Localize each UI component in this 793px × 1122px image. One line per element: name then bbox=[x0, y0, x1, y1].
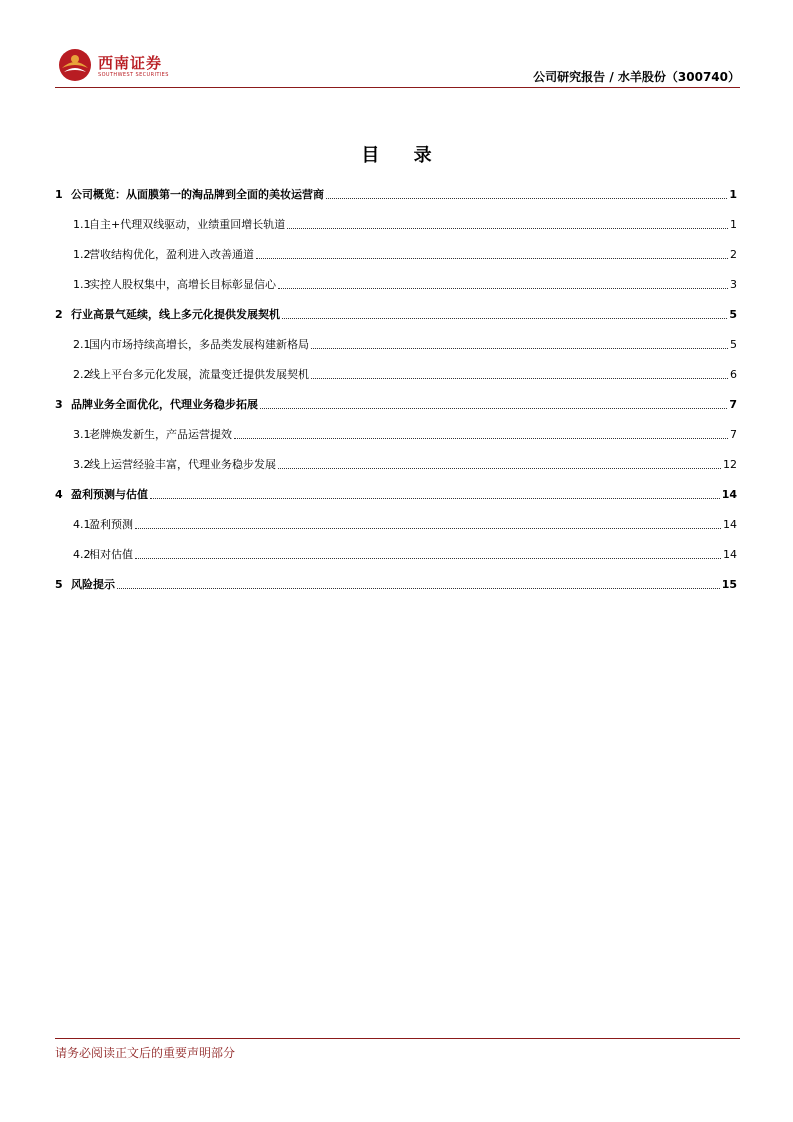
toc-section-link[interactable] bbox=[55, 422, 737, 442]
toc-entry-number: 5 bbox=[55, 578, 63, 591]
toc-heading: 目 录 bbox=[361, 145, 446, 166]
toc-entry-title: 线上平台多元化发展，流量变迁提供发展契机 bbox=[89, 368, 309, 381]
toc-section-link[interactable] bbox=[55, 212, 737, 232]
toc-page-number: 14 bbox=[723, 518, 737, 531]
logo-chinese-text: 西南证券 bbox=[98, 54, 163, 72]
toc-entry-number: 1.3 bbox=[73, 278, 91, 291]
toc-entry-title: 国内市场持续高增长，多品类发展构建新格局 bbox=[89, 338, 309, 351]
toc-section-link[interactable] bbox=[55, 332, 737, 352]
toc-entry-title: 品牌业务全面优化，代理业务稳步拓展 bbox=[71, 398, 258, 411]
header-divider bbox=[55, 87, 740, 88]
toc-page-number: 14 bbox=[721, 488, 737, 501]
toc-page-number: 12 bbox=[723, 458, 737, 471]
toc-entry-title: 盈利预测 bbox=[89, 518, 133, 531]
toc-chapter-link[interactable] bbox=[55, 302, 737, 322]
toc-page-number: 5 bbox=[729, 308, 737, 321]
toc-page-number: 5 bbox=[730, 338, 737, 351]
logo-emblem-icon bbox=[58, 48, 92, 82]
toc-entry-number: 2.2 bbox=[73, 368, 91, 381]
toc-dot-leader bbox=[282, 317, 727, 319]
toc-entry-title: 实控人股权集中，高增长目标彰显信心 bbox=[89, 278, 276, 291]
toc-dot-leader bbox=[117, 587, 720, 589]
toc-dot-leader bbox=[135, 527, 721, 529]
toc-entry-number: 1.2 bbox=[73, 248, 91, 261]
toc-dot-leader bbox=[256, 257, 728, 259]
toc-section-link[interactable] bbox=[55, 362, 737, 382]
toc-entry-number: 3.2 bbox=[73, 458, 91, 471]
toc-entry-number: 4.1 bbox=[73, 518, 91, 531]
toc-entry-number: 3 bbox=[55, 398, 63, 411]
toc-section-link[interactable] bbox=[55, 512, 737, 532]
toc-entry-title: 线上运营经验丰富，代理业务稳步发展 bbox=[89, 458, 276, 471]
toc-entry-number: 2 bbox=[55, 308, 63, 321]
toc-section-link[interactable] bbox=[55, 272, 737, 292]
toc-dot-leader bbox=[311, 347, 728, 349]
toc-dot-leader bbox=[326, 197, 727, 199]
toc-section-link[interactable] bbox=[55, 452, 737, 472]
toc-section-link[interactable] bbox=[55, 242, 737, 262]
toc-dot-leader bbox=[150, 497, 720, 499]
footer-disclaimer: 请务必阅读正文后的重要声明部分 bbox=[55, 1046, 236, 1060]
toc-entry-title: 营收结构优化，盈利进入改善通道 bbox=[89, 248, 254, 261]
toc-dot-leader bbox=[260, 407, 727, 409]
toc-dot-leader bbox=[135, 557, 721, 559]
toc-dot-leader bbox=[278, 467, 721, 469]
toc-section-link[interactable] bbox=[55, 542, 737, 562]
toc-page-number: 6 bbox=[730, 368, 737, 381]
toc-dot-leader bbox=[234, 437, 728, 439]
toc-dot-leader bbox=[278, 287, 728, 289]
toc-entry-number: 1 bbox=[55, 188, 63, 201]
toc-entry-number: 3.1 bbox=[73, 428, 91, 441]
toc-page-number: 1 bbox=[729, 188, 737, 201]
toc-entry-number: 4.2 bbox=[73, 548, 91, 561]
toc-page-number: 14 bbox=[723, 548, 737, 561]
toc-chapter-link[interactable] bbox=[55, 482, 737, 502]
toc-page-number: 2 bbox=[730, 248, 737, 261]
toc-entry-title: 风险提示 bbox=[71, 578, 115, 591]
toc-dot-leader bbox=[311, 377, 728, 379]
toc-page-number: 7 bbox=[729, 398, 737, 411]
toc-page-number: 15 bbox=[721, 578, 737, 591]
toc-chapter-link[interactable] bbox=[55, 392, 737, 412]
toc-entry-title: 行业高景气延续，线上多元化提供发展契机 bbox=[71, 308, 280, 321]
toc-entry-title: 公司概览：从面膜第一的淘品牌到全面的美妆运营商 bbox=[71, 188, 324, 201]
report-title: 公司研究报告 / 水羊股份（300740） bbox=[533, 70, 740, 84]
toc-chapter-link[interactable] bbox=[55, 182, 737, 202]
toc-entry-number: 4 bbox=[55, 488, 63, 501]
toc-entry-number: 1.1 bbox=[73, 218, 91, 231]
toc-page-number: 1 bbox=[730, 218, 737, 231]
toc-entry-title: 自主+代理双线驱动，业绩重回增长轨道 bbox=[89, 218, 286, 231]
page-header bbox=[55, 44, 740, 88]
toc-chapter-link[interactable] bbox=[55, 572, 737, 592]
toc-entry-title: 老牌焕发新生，产品运营提效 bbox=[89, 428, 232, 441]
toc-dot-leader bbox=[287, 227, 728, 229]
footer-divider bbox=[55, 1038, 740, 1039]
toc-page-number: 7 bbox=[730, 428, 737, 441]
toc-page-number: 3 bbox=[730, 278, 737, 291]
toc-entry-title: 盈利预测与估值 bbox=[71, 488, 148, 501]
toc-entry-number: 2.1 bbox=[73, 338, 91, 351]
toc-entry-title: 相对估值 bbox=[89, 548, 133, 561]
logo-english-text: SOUTHWEST SECURITIES bbox=[98, 72, 169, 78]
company-logo bbox=[58, 48, 178, 88]
